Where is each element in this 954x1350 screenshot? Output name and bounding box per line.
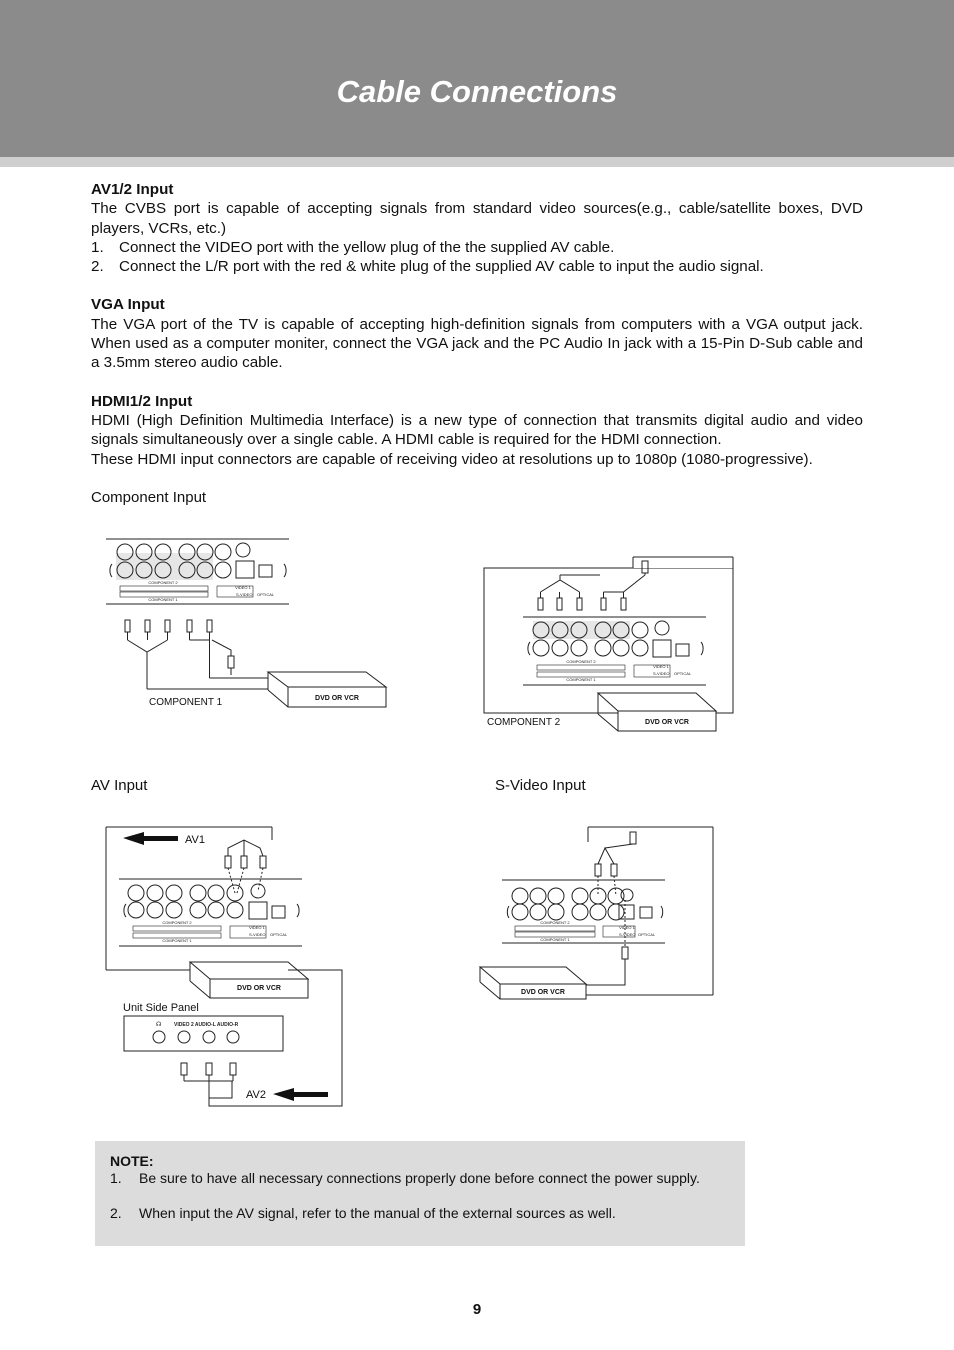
note-title: NOTE: bbox=[110, 1153, 154, 1169]
component1-diagram bbox=[106, 539, 386, 707]
av-device-label: DVD OR VCR bbox=[237, 985, 281, 992]
panel-label-video1: VIDEO 1 bbox=[653, 664, 669, 669]
hdmi-text: HDMI (High Definition Multimedia Interface) is a new type of connection that transmits digital audio and video signals simultaneously over a single cable. A HDMI cable is required for the HDMI connection. bbox=[91, 411, 863, 449]
panel-label-optical: OPTICAL bbox=[674, 671, 692, 676]
hdmi-text-resolution: These HDMI input connectors are capable of receiving video at resolutions up to 1080p (1080-progressive). bbox=[91, 450, 813, 468]
svideo-device-label: DVD OR VCR bbox=[521, 989, 565, 996]
note-text: When input the AV signal, refer to the manual of the external sources as well. bbox=[139, 1205, 616, 1221]
av2-plugs bbox=[181, 1063, 236, 1081]
panel-label-video1: VIDEO 1 bbox=[249, 925, 265, 930]
headphone-icon: ☊ bbox=[156, 1022, 162, 1028]
svideo-input-diagram bbox=[480, 827, 713, 999]
note-box bbox=[95, 1141, 745, 1246]
panel-label-optical: OPTICAL bbox=[638, 932, 656, 937]
av1-label: AV1 bbox=[185, 834, 205, 846]
panel-label-component2: COMPONENT 2 bbox=[540, 920, 570, 925]
component2-caption: COMPONENT 2 bbox=[487, 717, 561, 728]
panel-label-component1: COMPONENT 1 bbox=[148, 597, 178, 602]
component1-device-label: DVD OR VCR bbox=[315, 695, 359, 702]
panel-label-video1: VIDEO 1 bbox=[619, 925, 635, 930]
av-device bbox=[190, 962, 308, 998]
note-number: 2. bbox=[110, 1205, 122, 1221]
panel-label-optical: OPTICAL bbox=[270, 932, 288, 937]
av-intro: The CVBS port is capable of accepting signals from standard video sources(e.g., cable/satellite boxes, DVD players, VCRs, etc.) bbox=[91, 200, 863, 237]
av-input-title: AV Input bbox=[91, 777, 148, 794]
av2-label: AV2 bbox=[246, 1089, 266, 1101]
panel-label-component2: COMPONENT 2 bbox=[162, 920, 192, 925]
vga-heading: VGA Input bbox=[91, 296, 165, 314]
svideo-input-title: S-Video Input bbox=[495, 777, 586, 794]
panel-label-component1: COMPONENT 1 bbox=[162, 938, 192, 943]
panel-label-svideo: S-VIDEO bbox=[653, 671, 670, 676]
av-heading: AV1/2 Input bbox=[91, 181, 174, 198]
component2-device-label: DVD OR VCR bbox=[645, 719, 689, 726]
hdmi-heading: HDMI1/2 Input bbox=[91, 392, 193, 410]
av-input-diagram bbox=[106, 827, 342, 1106]
panel-label-optical: OPTICAL bbox=[257, 592, 275, 597]
component2-diagram bbox=[484, 557, 733, 731]
panel-label-component2: COMPONENT 2 bbox=[566, 659, 596, 664]
note-number: 1. bbox=[110, 1170, 122, 1186]
panel-label-svideo: S-VIDEO bbox=[619, 932, 636, 937]
side-panel-ports: VIDEO 2 AUDIO-L AUDIO-R bbox=[174, 1022, 239, 1028]
panel-label-svideo: S-VIDEO bbox=[249, 932, 266, 937]
component1-plugs bbox=[125, 620, 234, 668]
step-number: 1. bbox=[91, 238, 104, 256]
vga-text: The VGA port of the TV is capable of accepting high-definition signals from computers with a VGA output jack. When used as a computer moniter, connect the VGA jack and the PC Audio In jack with a 15-Pin D-Sub cable and a 3.5mm stereo audio cable. bbox=[91, 315, 863, 372]
unit-side-panel-label: Unit Side Panel bbox=[123, 1002, 199, 1014]
page-number: 9 bbox=[472, 1301, 482, 1318]
page-title: Cable Connections bbox=[336, 74, 618, 109]
panel-label-svideo: S-VIDEO bbox=[236, 592, 253, 597]
step-text: Connect the L/R port with the red & white plug of the supplied AV cable to input the audio signal. bbox=[119, 258, 764, 276]
panel-label-component2: COMPONENT 2 bbox=[148, 580, 178, 585]
av2-arrow-icon bbox=[273, 1088, 328, 1101]
note-text: Be sure to have all necessary connections properly done before connect the power supply. bbox=[139, 1170, 700, 1186]
component1-caption: COMPONENT 1 bbox=[149, 697, 223, 708]
step-text: Connect the VIDEO port with the yellow plug of the the supplied AV cable. bbox=[119, 238, 615, 256]
panel-label-component1: COMPONENT 1 bbox=[566, 677, 596, 682]
step-number: 2. bbox=[91, 258, 104, 276]
panel-label-component1: COMPONENT 1 bbox=[540, 937, 570, 942]
component-input-title: Component Input bbox=[91, 489, 207, 506]
panel-label-video1: VIDEO 1 bbox=[235, 585, 251, 590]
